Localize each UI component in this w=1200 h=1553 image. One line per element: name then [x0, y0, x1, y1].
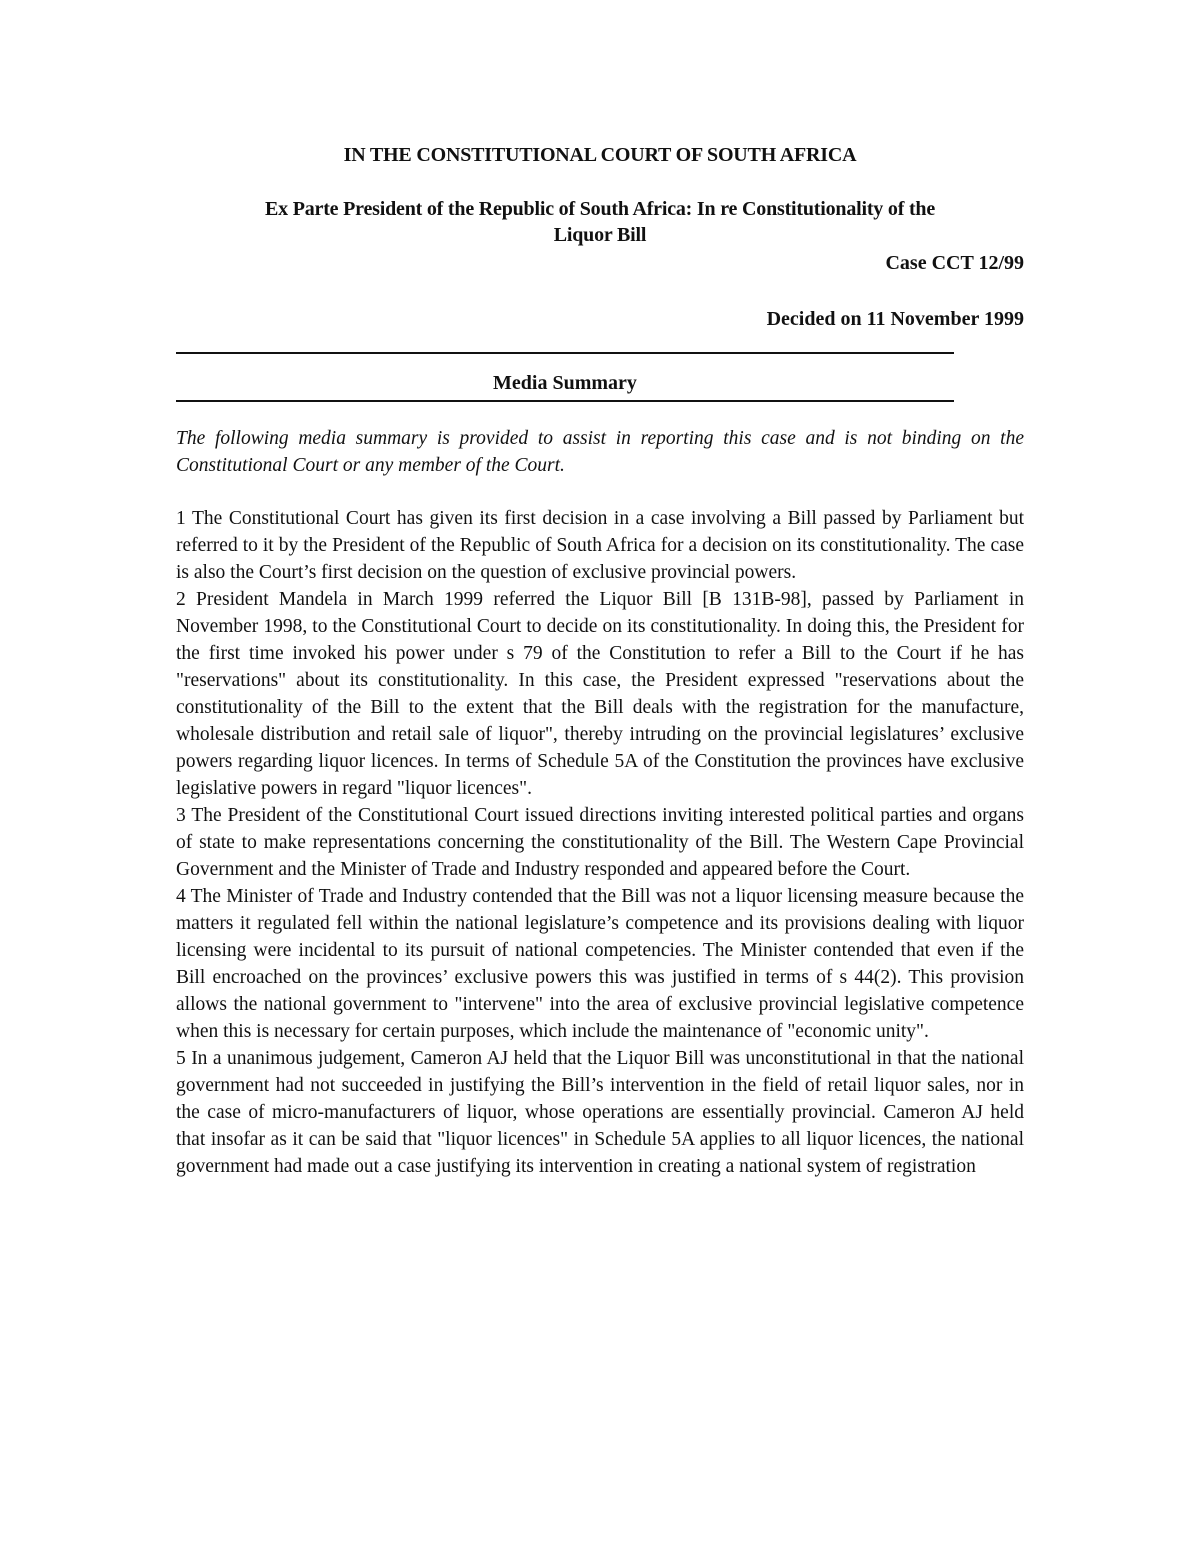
disclaimer-text: The following media summary is provided to assist in reporting this case and is not binding on the Constitutional Court or any member of the Court. — [176, 428, 1024, 476]
paragraph-3: 3 The President of the Constitutional Court issued directions inviting interested political parties and organs of state to make representations concerning the constitutionality of the Bill. The Western Cape Provincial Government and the Minister of Trade and Industry responded and appeared before the Court. — [176, 805, 1024, 880]
paragraph-1: 1 The Constitutional Court has given its first decision in a case involving a Bill passed by Parliament but referred to it by the President of the Republic of South Africa for a decision on its constitutionality. The case is also the Court’s first decision on the question of exclusive provincial powers. — [176, 508, 1024, 583]
paragraph-4: 4 The Minister of Trade and Industry contended that the Bill was not a liquor licensing measure because the matters it regulated fell within the national legislature’s competence and its provisions dealing with liquor licensing were incidental to its pursuit of national competencies. The Minister contended that even if the Bill encroached on the provinces’ exclusive powers this was justified in terms of s 44(2). This provision allows the national government to "intervene" into the area of exclusive provincial legislative competence when this is necessary for certain purposes, which include the maintenance of "economic unity". — [176, 886, 1024, 1042]
paragraph-2: 2 President Mandela in March 1999 referred the Liquor Bill [B 131B-98], passed by Parliament in November 1998, to the Constitutional Court to decide on its constitutionality. In doing this, the President for the first time invoked his power under s 79 of the Constitution to refer a Bill to the Court if he has "reservations" about its constitutionality. In this case, the President expressed "reservations about the constitutionality of the Bill to the extent that the Bill deals with the registration for the manufacture, wholesale distribution and retail sale of liquor", thereby intruding on the provincial legislatures’ exclusive powers regarding liquor licences. In terms of Schedule 5A of the Constitution the provinces have exclusive legislative powers in regard "liquor licences". — [176, 589, 1024, 799]
court-title: IN THE CONSTITUTIONAL COURT OF SOUTH AFRICA — [343, 144, 857, 166]
decision-date: Decided on 11 November 1999 — [766, 308, 1024, 330]
top-divider — [176, 352, 954, 354]
document-page — [176, 140, 1024, 1180]
case-name-line-2: Liquor Bill — [553, 224, 647, 246]
paragraph-5: 5 In a unanimous judgement, Cameron AJ held that the Liquor Bill was unconstitutional in that the national government had not succeeded in justifying the Bill’s intervention in the field of retail liquor sales, nor in the case of micro-manufacturers of liquor, whose operations are essentially provincial. Cameron AJ held that insofar as it can be said that "liquor licences" in Schedule 5A applies to all liquor licences, the national government had made out a case justifying its intervention in creating a national system of registration — [176, 1048, 1024, 1177]
media-summary-heading: Media Summary — [493, 372, 637, 394]
case-number: Case CCT 12/99 — [885, 252, 1024, 274]
case-name-line-1: Ex Parte President of the Republic of South Africa: In re Constitutionality of the — [264, 198, 936, 220]
case-name — [176, 196, 1024, 248]
bottom-divider — [176, 400, 954, 402]
summary-body — [176, 505, 1024, 1180]
